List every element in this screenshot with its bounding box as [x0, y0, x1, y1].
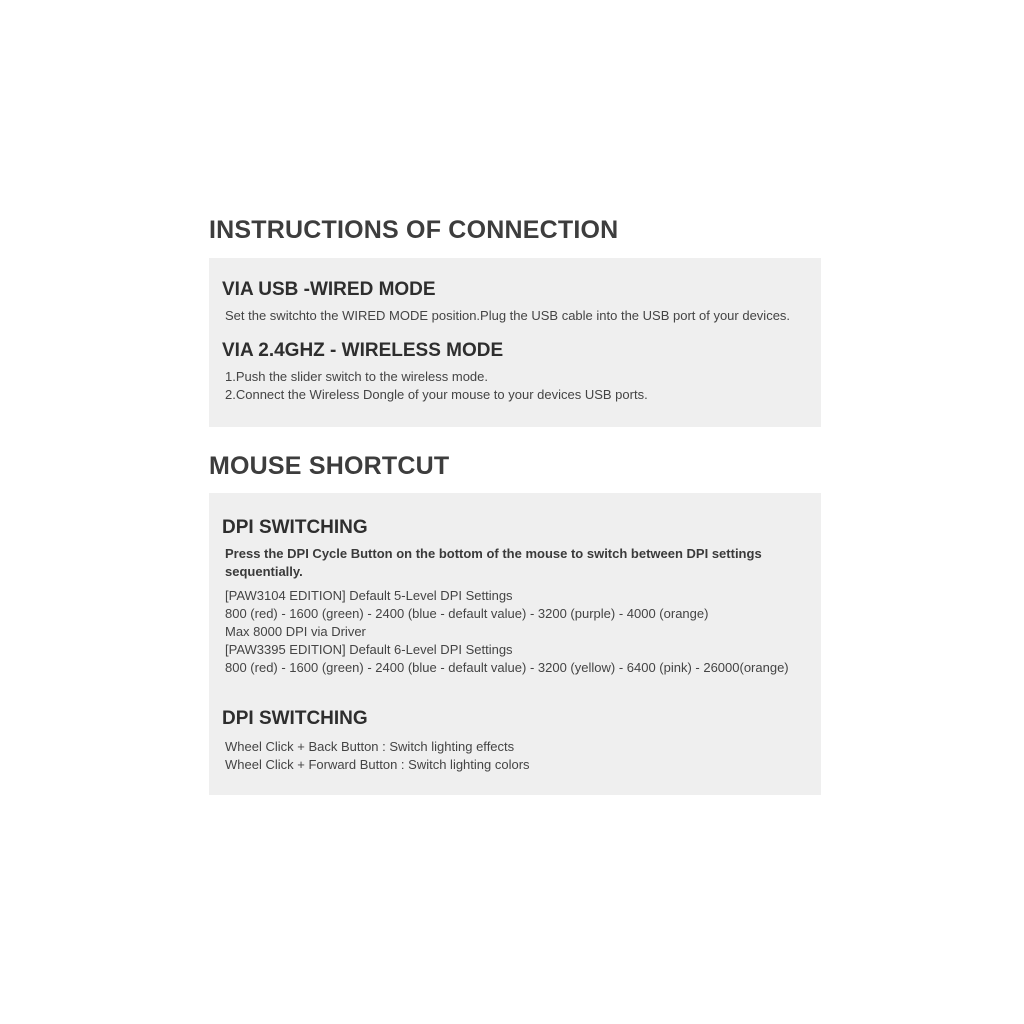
dpi-line-paw3104-levels: 800 (red) - 1600 (green) - 2400 (blue - default value) - 3200 (purple) - 4000 (orange) [225, 606, 709, 621]
dpi-settings-text [225, 587, 803, 677]
lighting-colors-line: Wheel Click + Forward Button : Switch lighting colors [225, 757, 530, 772]
wired-mode-title: VIA USB -WIRED MODE [222, 279, 436, 300]
lighting-shortcut-text [225, 738, 803, 774]
dpi-line-paw3395-levels: 800 (red) - 1600 (green) - 2400 (blue - default value) - 3200 (yellow) - 6400 (pink) - 26000(orange) [225, 660, 789, 675]
dpi-intro-text [225, 545, 803, 581]
lighting-effects-line: Wheel Click + Back Button : Switch lighting effects [225, 739, 515, 754]
dpi-switching-title: DPI SWITCHING [222, 517, 368, 538]
wired-mode-line: Set the switchto the WIRED MODE position.Plug the USB cable into the USB port of your devices. [225, 308, 791, 323]
dpi-line-paw3104: [PAW3104 EDITION] Default 5-Level DPI Settings [225, 588, 513, 603]
wireless-mode-steps [225, 368, 803, 404]
dpi-intro-line: Press the DPI Cycle Button on the bottom of the mouse to switch between DPI settings sequentially. [225, 546, 762, 579]
wireless-step-2: 2.Connect the Wireless Dongle of your mouse to your devices USB ports. [225, 387, 648, 402]
shortcut-section-title: MOUSE SHORTCUT [209, 452, 450, 480]
dpi-line-max-driver: Max 8000 DPI via Driver [225, 624, 366, 639]
shortcut-panel [209, 493, 821, 795]
wired-mode-text [225, 307, 803, 325]
dpi-line-paw3395: [PAW3395 EDITION] Default 6-Level DPI Settings [225, 642, 513, 657]
connection-section-title: INSTRUCTIONS OF CONNECTION [209, 216, 619, 244]
connection-panel [209, 258, 821, 427]
wireless-step-1: 1.Push the slider switch to the wireless mode. [225, 369, 489, 384]
wireless-mode-title: VIA 2.4GHZ - WIRELESS MODE [222, 340, 504, 361]
lighting-switching-title: DPI SWITCHING [222, 708, 368, 729]
